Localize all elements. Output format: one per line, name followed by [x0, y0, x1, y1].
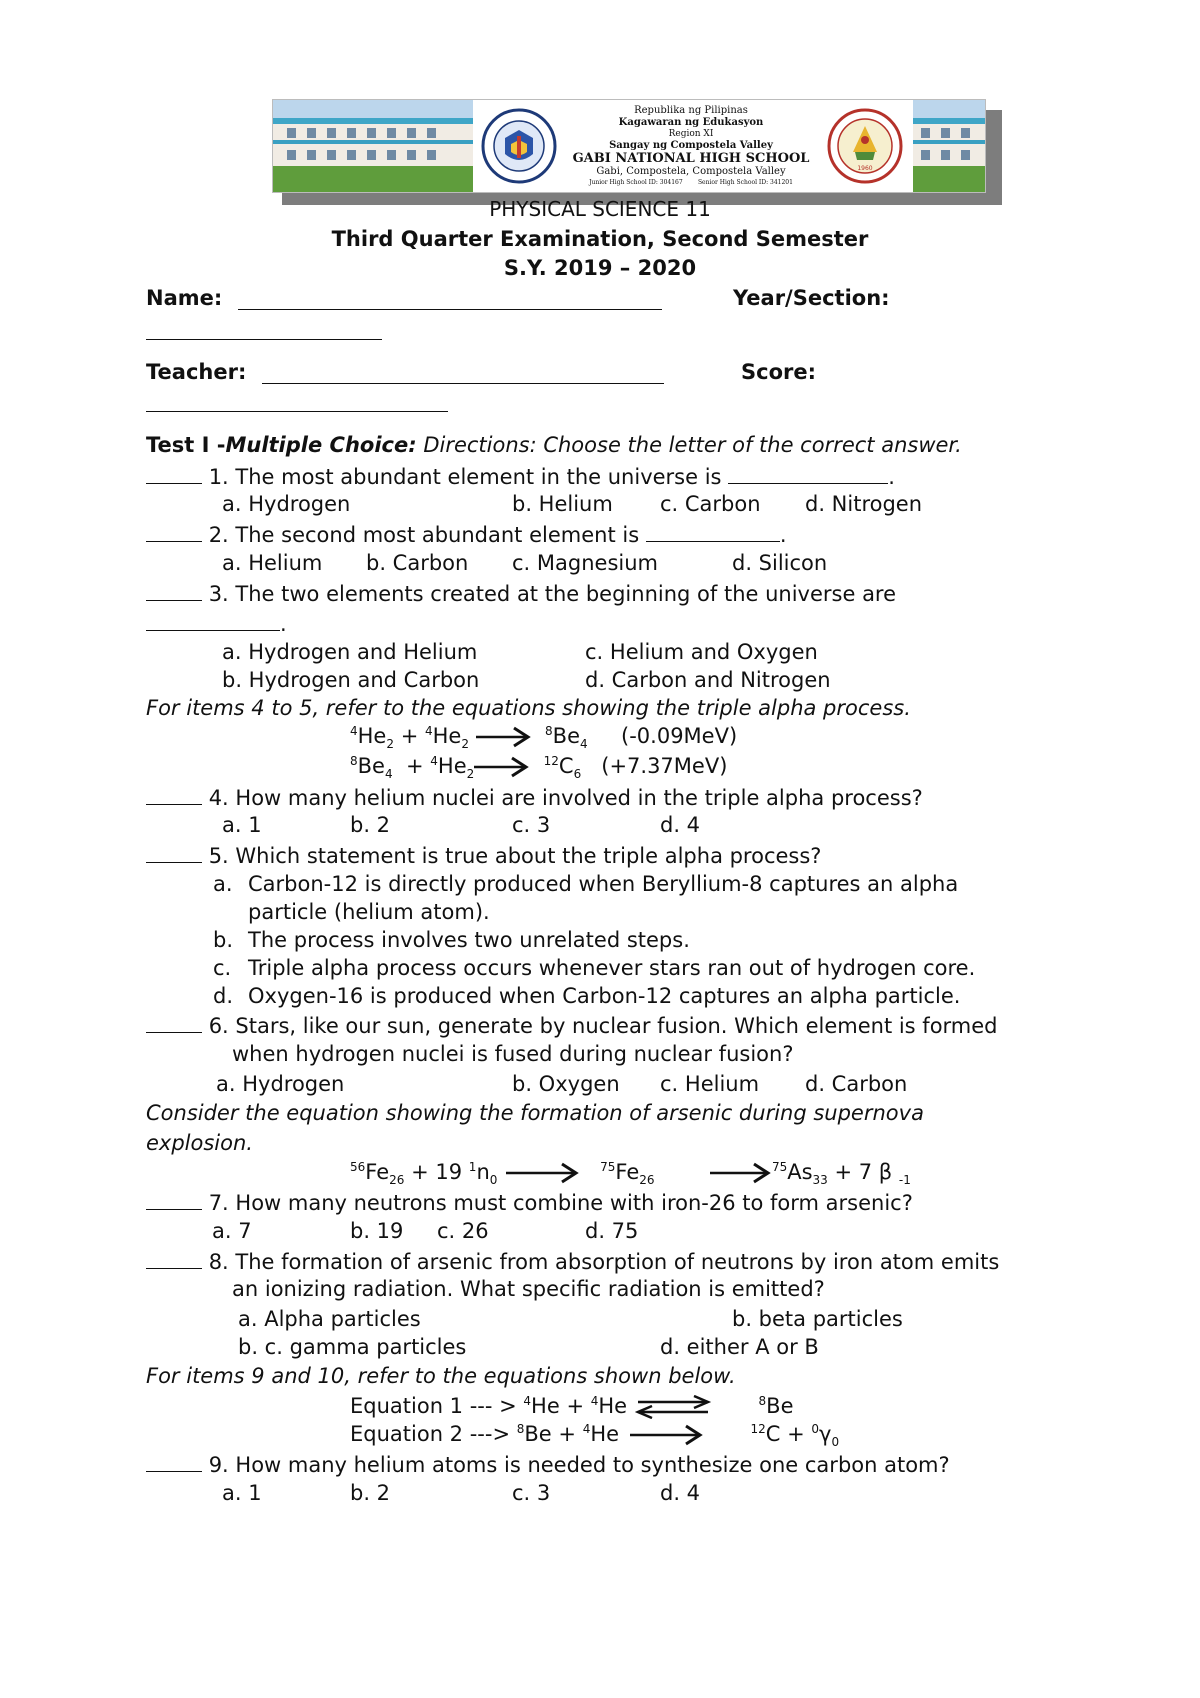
answer-blank-6[interactable]: [146, 1014, 202, 1033]
header-school-name: GABI NATIONAL HIGH SCHOOL: [572, 151, 810, 166]
answer-blank-5[interactable]: [146, 844, 202, 863]
school-header-banner: [272, 99, 986, 193]
q5-option-d[interactable]: Oxygen-16 is produced when Carbon-12 captures an alpha particle.: [248, 984, 961, 1008]
header-department: Kagawaran ng Edukasyon: [618, 117, 764, 128]
q7-option-a[interactable]: a. 7: [212, 1219, 252, 1243]
q5-option-a-letter[interactable]: a.: [213, 872, 233, 896]
q3-option-c[interactable]: c. Helium and Oxygen: [585, 640, 818, 664]
school-seal-logo: [827, 108, 903, 184]
name-label: Name:: [146, 286, 223, 310]
q5-option-b-letter[interactable]: b.: [213, 928, 234, 952]
equation-2: Equation 2 ---> $^8$Be + $^4$He $^{12}C + ^0\gamma_0$: [350, 1422, 840, 1450]
deped-seal-logo: [481, 108, 557, 184]
question-6-cont: when hydrogen nuclei is fused during nuclear fusion?: [232, 1042, 794, 1066]
teacher-label: Teacher:: [146, 360, 247, 384]
subject-title: PHYSICAL SCIENCE 11: [489, 197, 711, 221]
q5-option-a[interactable]: Carbon-12 is directly produced when Beryllium-8 captures an alpha: [248, 872, 959, 896]
q3-continuation: .: [146, 612, 287, 635]
score-blank[interactable]: [146, 393, 448, 412]
q6-option-a[interactable]: a. Hydrogen: [216, 1072, 345, 1096]
q6-option-c[interactable]: c. Helium: [660, 1072, 760, 1096]
q8-option-d[interactable]: d. either A or B: [660, 1335, 819, 1359]
reaction-arrow-icon: [474, 756, 530, 778]
reaction-arrow-icon: [476, 726, 532, 748]
q2-option-a[interactable]: a. Helium: [222, 551, 323, 575]
items-9-10-instruction: For items 9 and 10, refer to the equations shown below.: [146, 1364, 736, 1388]
header-republic: Republika ng Pilipinas: [634, 105, 748, 116]
q2-option-c[interactable]: c. Magnesium: [512, 551, 658, 575]
q4-option-d[interactable]: d. 4: [660, 813, 701, 837]
q7-option-c[interactable]: c. 26: [437, 1219, 489, 1243]
question-8: 8. The formation of arsenic from absorption of neutrons by iron atom emits: [146, 1250, 999, 1273]
question-4: 4. How many helium nuclei are involved in the triple alpha process?: [146, 786, 923, 809]
triple-alpha-equation-1: $^4He_2 + ^4He_2$ $^8Be_4$ (-0.09MeV): [350, 724, 738, 752]
school-building-photo-right: [913, 100, 985, 192]
score-label: Score:: [741, 360, 816, 384]
q3-option-d[interactable]: d. Carbon and Nitrogen: [585, 668, 831, 692]
name-blank[interactable]: [238, 291, 662, 310]
q2-option-d[interactable]: d. Silicon: [732, 551, 828, 575]
q3-option-a[interactable]: a. Hydrogen and Helium: [222, 640, 478, 664]
q7-option-d[interactable]: d. 75: [585, 1219, 639, 1243]
q5-option-c-letter[interactable]: c.: [213, 956, 232, 980]
items-4-5-instruction: For items 4 to 5, refer to the equations showing the triple alpha process.: [146, 696, 911, 720]
q3-option-b[interactable]: b. Hydrogen and Carbon: [222, 668, 480, 692]
q8-option-b[interactable]: b. beta particles: [732, 1307, 903, 1331]
question-5: 5. Which statement is true about the triple alpha process?: [146, 844, 821, 867]
q7-option-b[interactable]: b. 19: [350, 1219, 404, 1243]
arsenic-instruction: Consider the equation showing the formation of arsenic during supernova: [146, 1101, 924, 1125]
arsenic-instruction-cont: explosion.: [146, 1131, 253, 1155]
school-building-photo-left: [273, 100, 473, 192]
q6-option-b[interactable]: b. Oxygen: [512, 1072, 620, 1096]
question-2: 2. The second most abundant element is .: [146, 523, 787, 546]
reaction-arrow-icon: [708, 1162, 772, 1184]
equilibrium-arrow-icon: [634, 1395, 712, 1419]
q2-option-b[interactable]: b. Carbon: [366, 551, 469, 575]
q5-option-c[interactable]: Triple alpha process occurs whenever stars ran out of hydrogen core.: [248, 956, 976, 980]
section-blank[interactable]: [146, 321, 382, 340]
q5-option-b[interactable]: The process involves two unrelated steps.: [248, 928, 690, 952]
q1-option-a[interactable]: a. Hydrogen: [222, 492, 351, 516]
q1-option-b[interactable]: b. Helium: [512, 492, 613, 516]
q8-option-a[interactable]: a. Alpha particles: [238, 1307, 421, 1331]
q4-option-a[interactable]: a. 1: [222, 813, 262, 837]
q1-option-d[interactable]: d. Nitrogen: [805, 492, 923, 516]
answer-blank-1[interactable]: [146, 465, 202, 484]
q9-option-c[interactable]: c. 3: [512, 1481, 551, 1505]
question-3: 3. The two elements created at the beginning of the universe are: [146, 582, 896, 605]
header-division: Sangay ng Compostela Valley: [609, 140, 773, 151]
triple-alpha-equation-2: $^8Be_4 + ^4He_2$ $^{12}C_6$ (+7.37MeV): [350, 754, 728, 782]
header-address: Gabi, Compostela, Compostela Valley: [596, 166, 786, 177]
q9-option-b[interactable]: b. 2: [350, 1481, 391, 1505]
q4-option-c[interactable]: c. 3: [512, 813, 551, 837]
arsenic-equation: $^{56}Fe_{26} + 19$ $^1n_0$ $^{75}Fe_{26}$ $^{75}As_{33} + 7$ β $_{-1}$: [350, 1160, 911, 1188]
answer-blank-4[interactable]: [146, 786, 202, 805]
header-school-ids: Junior High School ID: 304167 Senior High School ID: 341201: [589, 179, 793, 186]
q5-option-a-cont: particle (helium atom).: [248, 900, 490, 924]
q4-option-b[interactable]: b. 2: [350, 813, 391, 837]
answer-blank-7[interactable]: [146, 1191, 202, 1210]
header-region: Region XI: [668, 129, 714, 139]
svg-text:1960: 1960: [857, 165, 873, 172]
answer-blank-3[interactable]: [146, 582, 202, 601]
question-9: 9. How many helium atoms is needed to synthesize one carbon atom?: [146, 1453, 950, 1476]
exam-title: Third Quarter Examination, Second Semester: [331, 227, 869, 251]
q8-option-c[interactable]: b. c. gamma particles: [238, 1335, 467, 1359]
q9-option-a[interactable]: a. 1: [222, 1481, 262, 1505]
answer-blank-9[interactable]: [146, 1453, 202, 1472]
question-8-cont: an ionizing radiation. What specific radiation is emitted?: [232, 1277, 825, 1301]
section-label: Year/Section:: [733, 286, 890, 310]
question-6: 6. Stars, like our sun, generate by nuclear fusion. Which element is formed: [146, 1014, 998, 1037]
question-1: 1. The most abundant element in the universe is .: [146, 465, 895, 488]
q6-option-d[interactable]: d. Carbon: [805, 1072, 908, 1096]
answer-blank-2[interactable]: [146, 523, 202, 542]
answer-blank-8[interactable]: [146, 1250, 202, 1269]
q9-option-d[interactable]: d. 4: [660, 1481, 701, 1505]
teacher-blank[interactable]: [262, 365, 664, 384]
reaction-arrow-icon: [626, 1424, 704, 1446]
school-year: S.Y. 2019 – 2020: [503, 256, 697, 280]
question-7: 7. How many neutrons must combine with iron-26 to form arsenic?: [146, 1191, 913, 1214]
q5-option-d-letter[interactable]: d.: [213, 984, 234, 1008]
reaction-arrow-icon: [504, 1162, 580, 1184]
equation-1: Equation 1 --- > $^4$He + $^4$He $^8$Be: [350, 1394, 794, 1418]
test-heading: Test I -Multiple Choice: Directions: Choose the letter of the correct answer.: [146, 433, 962, 457]
q1-option-c[interactable]: c. Carbon: [660, 492, 761, 516]
